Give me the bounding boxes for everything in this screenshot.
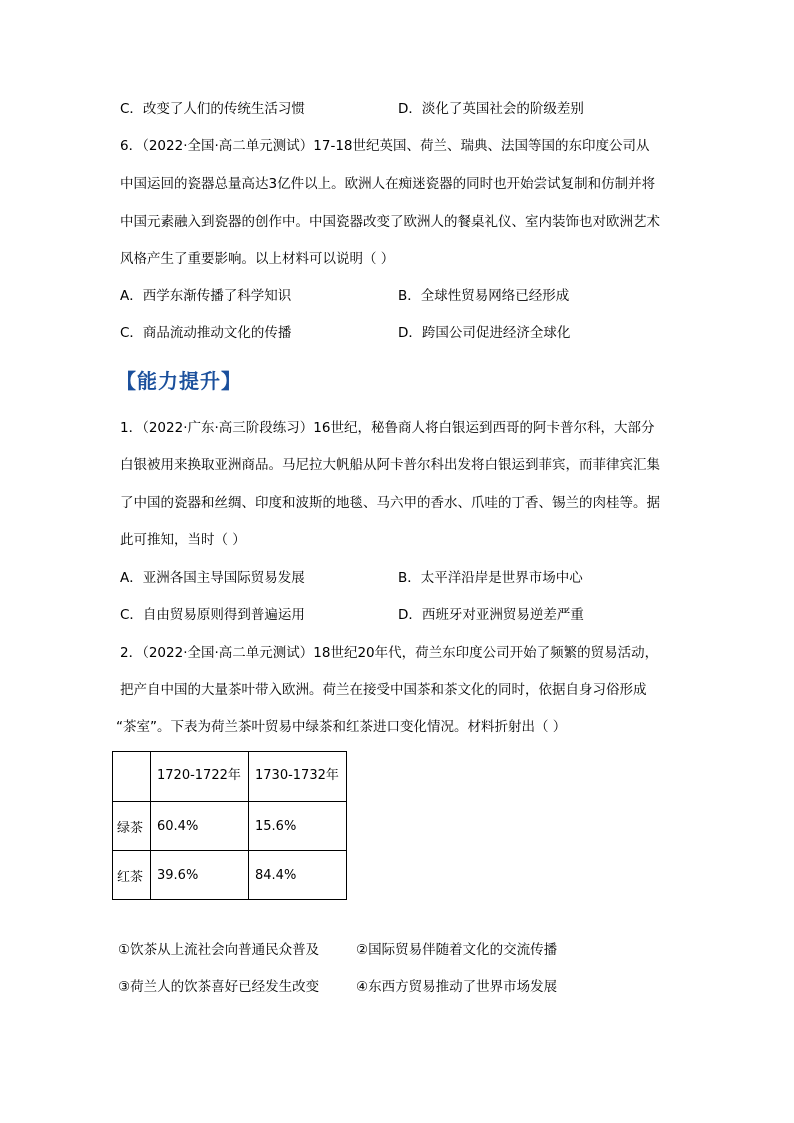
question-6-line-1: 6．（2022·全国·高二单元测试）17-18世纪英国、荷兰、瑞典、法国等国的东印度公司从	[120, 138, 650, 154]
option-d: D．淡化了英国社会的阶级差别	[398, 101, 584, 117]
statement-3: ③荷兰人的饮茶喜好已经发生改变	[118, 979, 320, 995]
p1-option-d: D．西班牙对亚洲贸易逆差严重	[398, 607, 584, 623]
p1-option-a: A．亚洲各国主导国际贸易发展	[120, 570, 305, 586]
table-corner-cell	[113, 752, 151, 802]
table-cell: 60.4%	[151, 802, 249, 851]
table-header-row	[113, 752, 347, 802]
practice-1-line-2: 白银被用来换取亚洲商品。马尼拉大帆船从阿卡普尔科出发将白银运到菲宾，而菲律宾汇集	[120, 457, 660, 473]
statement-2: ②国际贸易伴随着文化的交流传播	[356, 942, 558, 958]
q6-option-b: B．全球性贸易网络已经形成	[398, 288, 570, 304]
statement-1: ①饮茶从上流社会向普通民众普及	[118, 942, 320, 958]
question-6-line-4: 风格产生了重要影响。以上材料可以说明（ ）	[120, 251, 395, 267]
table-cell: 84.4%	[249, 851, 347, 900]
practice-2-line-2: 把产自中国的大量茶叶带入欧洲。荷兰在接受中国茶和茶文化的同时，依据自身习俗形成	[120, 682, 647, 698]
q6-option-a: A．西学东渐传播了科学知识	[120, 288, 292, 304]
tea-import-table	[112, 751, 347, 900]
question-6-line-3: 中国元素融入到瓷器的创作中。中国瓷器改变了欧洲人的餐桌礼仪、室内装饰也对欧洲艺术	[120, 214, 660, 230]
table-row	[113, 851, 347, 900]
table-row-label: 绿茶	[113, 802, 151, 851]
question-6-line-2: 中国运回的瓷器总量高达3亿件以上。欧洲人在痴迷瓷器的同时也开始尝试复制和仿制并将	[120, 176, 656, 192]
option-c: C．改变了人们的传统生活习惯	[120, 101, 305, 117]
q6-option-d: D．跨国公司促进经济全球化	[398, 325, 571, 341]
practice-2-line-3: “茶室”。下表为荷兰茶叶贸易中绿茶和红茶进口变化情况。材料折射出（ ）	[116, 719, 567, 735]
p1-option-c: C．自由贸易原则得到普遍运用	[120, 607, 305, 623]
section-heading: 【能力提升】	[116, 369, 242, 393]
table-row	[113, 802, 347, 851]
table-header-cell: 1730-1732年	[249, 752, 347, 802]
practice-1-line-3: 了中国的瓷器和丝绸、印度和波斯的地毯、马六甲的香水、爪哇的丁香、锡兰的肉桂等。据	[120, 495, 660, 511]
table-row-label: 红茶	[113, 851, 151, 900]
statement-4: ④东西方贸易推动了世界市场发展	[356, 979, 558, 995]
practice-1-line-1: 1．（2022·广东·高三阶段练习）16世纪，秘鲁商人将白银运到西哥的阿卡普尔科，大部分	[120, 420, 655, 436]
practice-1-line-4: 此可推知，当时（ ）	[120, 532, 246, 548]
table-cell: 39.6%	[151, 851, 249, 900]
practice-2-line-1: 2．（2022·全国·高二单元测试）18世纪20年代，荷兰东印度公司开始了频繁的贸易活动，	[120, 645, 659, 661]
q6-option-c: C．商品流动推动文化的传播	[120, 325, 292, 341]
table-header-cell: 1720-1722年	[151, 752, 249, 802]
p1-option-b: B．太平洋沿岸是世界市场中心	[398, 570, 583, 586]
table-cell: 15.6%	[249, 802, 347, 851]
